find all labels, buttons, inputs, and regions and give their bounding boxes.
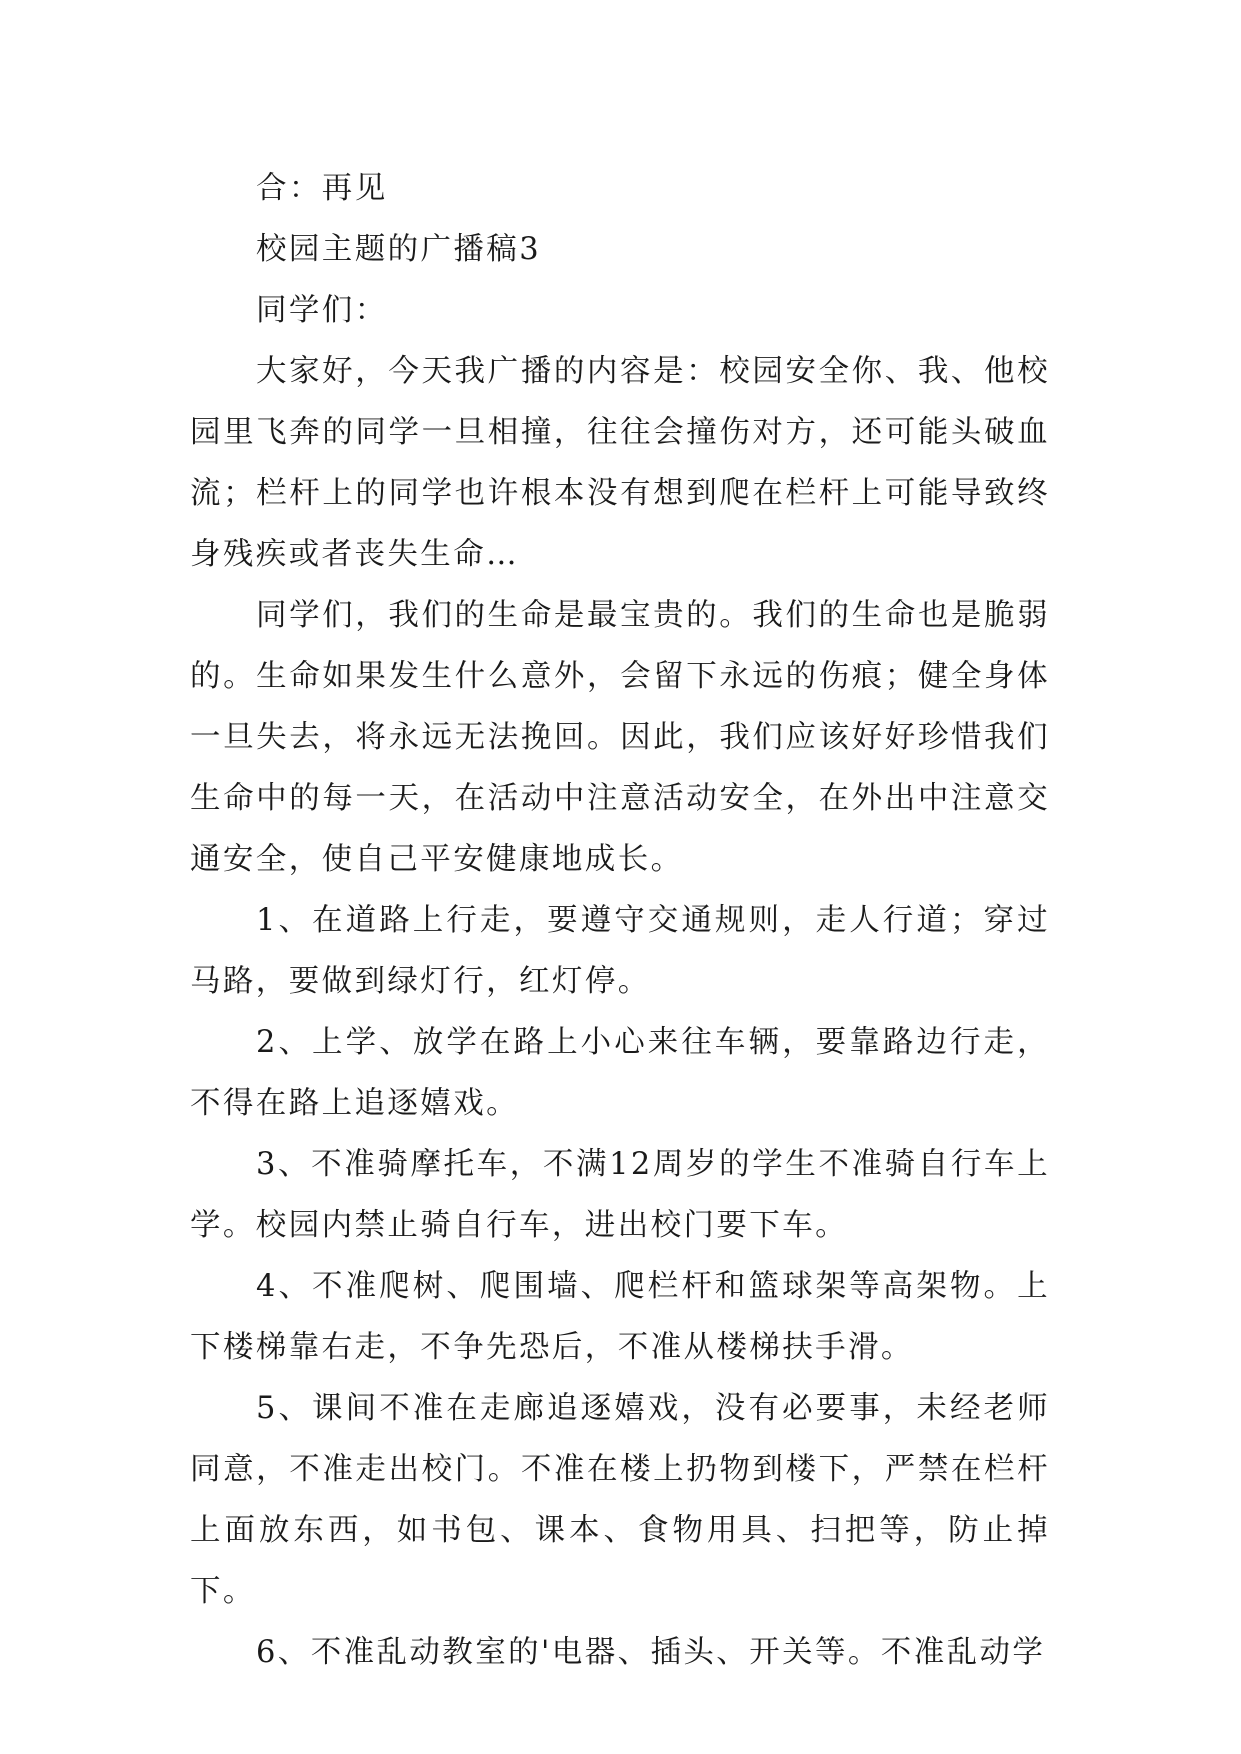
paragraph-salutation: 同学们： [256,293,388,328]
paragraph-rule-4: 4、不准爬树、爬围墙、爬栏杆和篮球架等高架物。上下楼梯靠右走，不争先恐后，不准从楼梯扶手滑。 [190,1269,1050,1365]
paragraph-title: 校园主题的广播稿3 [256,232,542,267]
paragraph-body: 同学们，我们的生命是最宝贵的。我们的生命也是脆弱的。生命如果发生什么意外，会留下永远的伤痕；健全身体一旦失去，将永远无法挽回。因此，我们应该好好珍惜我们生命中的每一天，在活动中注意活动安全，在外出中注意交通安全，使自己平安健康地成长。 [190,598,1050,877]
paragraph-rule-6: 6、不准乱动教室的'电器、插头、开关等。不准乱动学 [256,1635,1046,1670]
paragraph-rule-2: 2、上学、放学在路上小心来往车辆，要靠路边行走，不得在路上追逐嬉戏。 [190,1025,1050,1121]
paragraph-closing: 合：再见 [256,171,388,206]
paragraph-rule-3: 3、不准骑摩托车，不满12周岁的学生不准骑自行车上学。校园内禁止骑自行车，进出校门要下车。 [190,1147,1050,1243]
document-body [190,158,1050,1683]
paragraph-body: 大家好，今天我广播的内容是：校园安全你、我、他校园里飞奔的同学一旦相撞，往往会撞伤对方，还可能头破血流；栏杆上的同学也许根本没有想到爬在栏杆上可能导致终身残疾或者丧失生命… [190,354,1050,572]
paragraph-rule-1: 1、在道路上行走，要遵守交通规则，走人行道；穿过马路，要做到绿灯行，红灯停。 [190,903,1050,999]
paragraph-rule-5: 5、课间不准在走廊追逐嬉戏，没有必要事，未经老师同意，不准走出校门。不准在楼上扔物到楼下，严禁在栏杆上面放东西，如书包、课本、食物用具、扫把等，防止掉下。 [190,1391,1050,1609]
